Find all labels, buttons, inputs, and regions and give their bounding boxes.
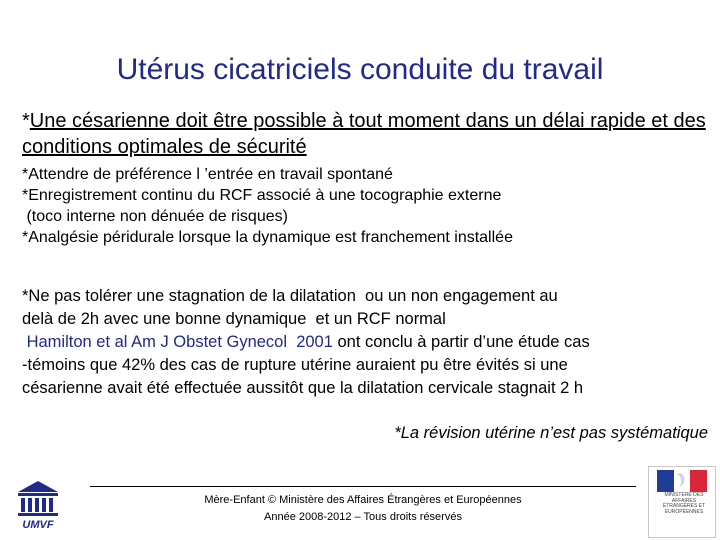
umvf-logo-text: UMVF bbox=[22, 519, 54, 530]
stagnation-paragraph bbox=[22, 285, 712, 400]
paragraph-text: ont conclu à partir d’une étude cas bbox=[332, 333, 590, 351]
ministry-text: MINISTÈRE DES AFFAIRES ÉTRANGÈRES ET EUROPÉENNES bbox=[662, 492, 706, 515]
slide-title: Utérus cicatriciels conduite du travail bbox=[116, 53, 604, 86]
footer-years: Année 2008-2012 – Tous droits réservés bbox=[264, 511, 462, 523]
reference-citation: Hamilton et al Am J Obstet Gynecol 2001 bbox=[22, 333, 333, 351]
lead-text: Une césarienne doit être possible à tout moment dans un délai rapide et des conditions optimales de sécurité bbox=[22, 110, 706, 158]
footer-divider bbox=[90, 486, 636, 487]
french-flag-icon bbox=[657, 470, 707, 492]
paragraph-line: -témoins que 42% des cas de rupture utérine auraient pu être évités si une bbox=[22, 356, 568, 374]
recommendation-list bbox=[22, 164, 712, 248]
umvf-logo bbox=[12, 478, 64, 530]
ministry-logo bbox=[648, 466, 716, 538]
list-item: (toco interne non dénuée de risques) bbox=[22, 208, 288, 225]
paragraph-line: delà de 2h avec une bonne dynamique et un RCF normal bbox=[22, 310, 446, 328]
list-item: *Analgésie péridurale lorsque la dynamique est franchement installée bbox=[22, 229, 513, 246]
list-item: *Attendre de préférence l ’entrée en travail spontané bbox=[22, 166, 393, 183]
footer-copyright: Mère-Enfant © Ministère des Affaires Étrangères et Européennes bbox=[204, 494, 522, 506]
lead-bullet: * bbox=[22, 110, 30, 132]
list-item: *Enregistrement continu du RCF associé à une tocographie externe bbox=[22, 187, 502, 204]
paragraph-line: *Ne pas tolérer une stagnation de la dilatation ou un non engagement au bbox=[22, 287, 558, 305]
paragraph-line: césarienne avait été effectuée aussitôt que la dilatation cervicale stagnait 2 h bbox=[22, 379, 584, 397]
lead-statement bbox=[22, 108, 712, 160]
footer bbox=[90, 492, 636, 526]
revision-note: *La révision utérine n’est pas systématique bbox=[394, 424, 708, 442]
paragraph-line bbox=[22, 331, 712, 354]
